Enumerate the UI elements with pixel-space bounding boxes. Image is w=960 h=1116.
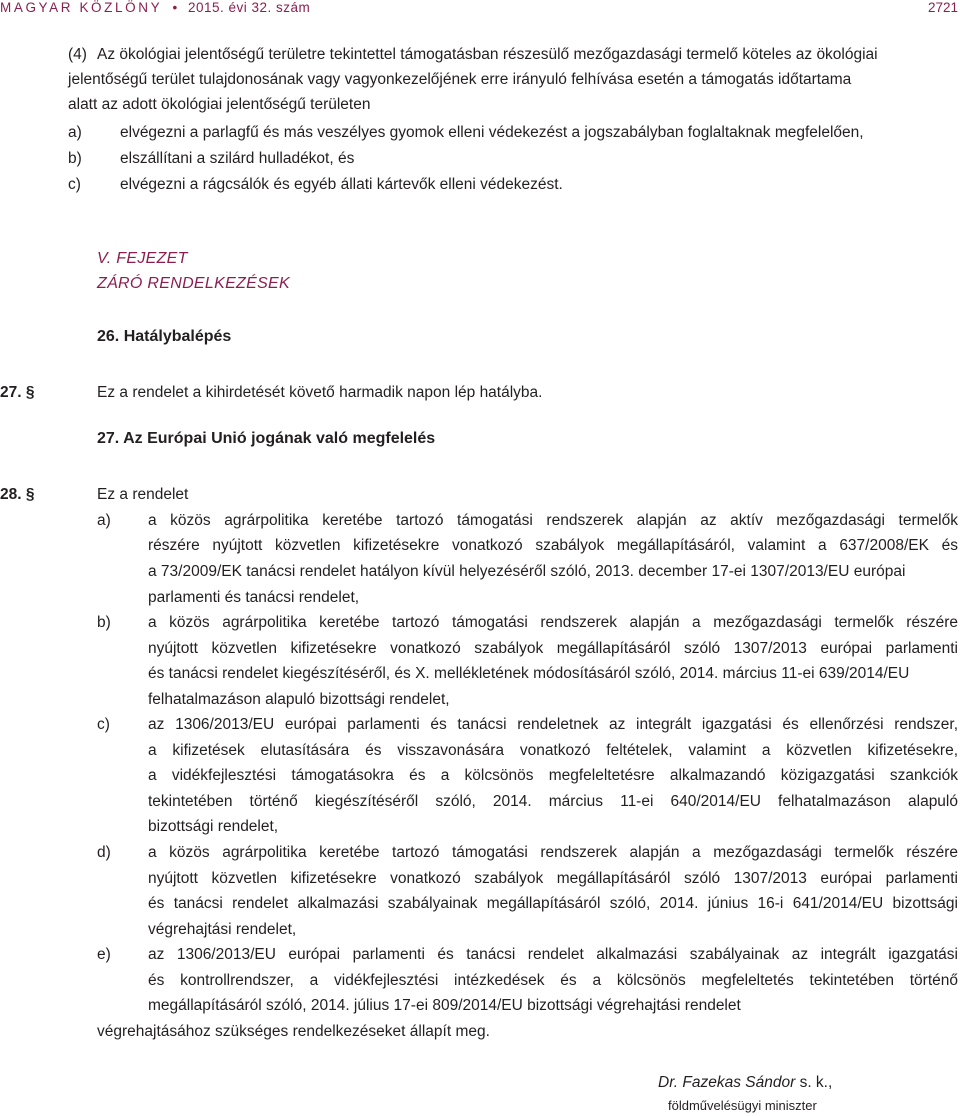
signature-suffix: s. k., xyxy=(795,1074,833,1091)
para4-item-text: elszállítani a szilárd hulladékot, és xyxy=(120,150,355,167)
item-line: nyújtott közvetlen kifizetésekre vonatkozó szabályok megállapításáról szóló 1307/2013 európai parlamenti xyxy=(148,870,958,887)
item-line: a közös agrárpolitika keretébe tartozó támogatási rendszerek alapján az aktív mezőgazdasági termelők xyxy=(148,512,958,529)
para4-label: (4) xyxy=(68,46,87,63)
para4-item-text: elvégezni a rágcsálók és egyéb állati kártevők elleni védekezést. xyxy=(120,176,563,193)
journal-title: MAGYAR KÖZLÖNY xyxy=(0,0,163,15)
item-line: tekintetében történő kiegészítéséről szóló, 2014. március 11-ei 640/2014/EU felhatalmazáson alapuló xyxy=(148,793,958,810)
para4-line-2: jelentőségű terület tulajdonosának vagy vagyonkezelőjének erre irányuló felhívása esetén a támogatás időtartama xyxy=(68,71,852,88)
item-line: és kontrollrendszer, a vidékfejlesztési intézkedések és a kölcsönös megfeleltetés tekintetében történő xyxy=(148,972,958,989)
para4-line-1: Az ökológiai jelentőségű területre tekintettel támogatásban részesülő mezőgazdasági termelő köteles az ökológiai xyxy=(97,46,878,63)
item-line: végrehajtási rendelet, xyxy=(148,921,297,938)
section-27-label: 27. § xyxy=(0,384,35,401)
item-line: parlamenti és tanácsi rendelet, xyxy=(148,589,360,606)
item-label: c) xyxy=(97,716,110,733)
section-28-closing: végrehajtásához szükséges rendelkezéseket állapít meg. xyxy=(97,1023,490,1040)
para4-item-label: a) xyxy=(68,124,82,141)
item-label: e) xyxy=(97,946,111,963)
signature-line xyxy=(658,1074,832,1092)
item-line: az 1306/2013/EU európai parlamenti és tanácsi rendeletnek az integrált igazgatási és ellenőrzési rendszer, xyxy=(148,716,958,733)
subheading-27: 27. Az Európai Unió jogának való megfelelés xyxy=(97,430,436,447)
section-27-text: Ez a rendelet a kihirdetését követő harmadik napon lép hatályba. xyxy=(97,384,543,401)
item-line: az 1306/2013/EU európai parlamenti és tanácsi rendelet alkalmazási szabályainak az integrált igazgatási xyxy=(148,946,958,963)
item-line: a közös agrárpolitika keretébe tartozó támogatási rendszerek alapján a mezőgazdasági termelők részére xyxy=(148,614,958,631)
chapter-number: V. FEJEZET xyxy=(97,250,188,267)
header-bullet: • xyxy=(172,0,178,15)
item-line: bizottsági rendelet, xyxy=(148,818,279,835)
para4-item-label: c) xyxy=(68,176,81,193)
item-line: a kifizetések elutasítására és visszavonására vonatkozó feltételek, valamint a közvetlen kifizetésekre, xyxy=(148,742,958,759)
item-label: b) xyxy=(97,614,111,631)
item-label: a) xyxy=(97,512,111,529)
item-line: a közös agrárpolitika keretébe tartozó támogatási rendszerek alapján a mezőgazdasági termelők részére xyxy=(148,844,958,861)
para4-item-text: elvégezni a parlagfű és más veszélyes gyomok elleni védekezést a jogszabályban foglaltaknak megfelelően, xyxy=(120,124,864,141)
para4-item-label: b) xyxy=(68,150,82,167)
item-line: és tanácsi rendelet alkalmazási szabályainak megállapításáról szóló, 2014. június 16-i 641/2014/EU bizottsági xyxy=(148,895,958,912)
item-line: megállapításáról szóló, 2014. július 17-ei 809/2014/EU bizottsági végrehajtási rendelet xyxy=(148,997,741,1014)
section-28-intro: Ez a rendelet xyxy=(97,486,189,503)
issue-number: 2015. évi 32. szám xyxy=(187,0,311,15)
item-line: részére nyújtott közvetlen kifizetésekre vonatkozó szabályok megállapításáról, valamint a 637/2008/EK és xyxy=(148,537,958,554)
page-number: 2721 xyxy=(927,0,958,15)
subheading-26: 26. Hatálybalépés xyxy=(97,328,232,345)
signatory-name: Dr. Fazekas Sándor xyxy=(658,1074,796,1091)
journal-header xyxy=(0,0,310,15)
item-line: nyújtott közvetlen kifizetésekre vonatkozó szabályok megállapításáról szóló 1307/2013 európai parlamenti xyxy=(148,640,958,657)
item-line: a 73/2009/EK tanácsi rendelet hatályon kívül helyezéséről szóló, 2013. december 17-ei 1307/2013/EU európai xyxy=(148,563,906,580)
para4-line-3: alatt az adott ökológiai jelentőségű területen xyxy=(68,96,371,113)
item-line: és tanácsi rendelet kiegészítéséről, és X. mellékletének módosításáról szóló, 2014. március 11-ei 639/2014/EU xyxy=(148,665,910,682)
chapter-title: ZÁRÓ RENDELKEZÉSEK xyxy=(97,275,291,292)
section-28-label: 28. § xyxy=(0,486,35,503)
item-line: felhatalmazáson alapuló bizottsági rendelet, xyxy=(148,691,450,708)
item-line: a vidékfejlesztési támogatásokra és a kölcsönös megfeleltetésre alkalmazandó közigazgatási szankciók xyxy=(148,767,958,784)
signatory-title: földművelésügyi miniszter xyxy=(668,1098,817,1113)
item-label: d) xyxy=(97,844,111,861)
